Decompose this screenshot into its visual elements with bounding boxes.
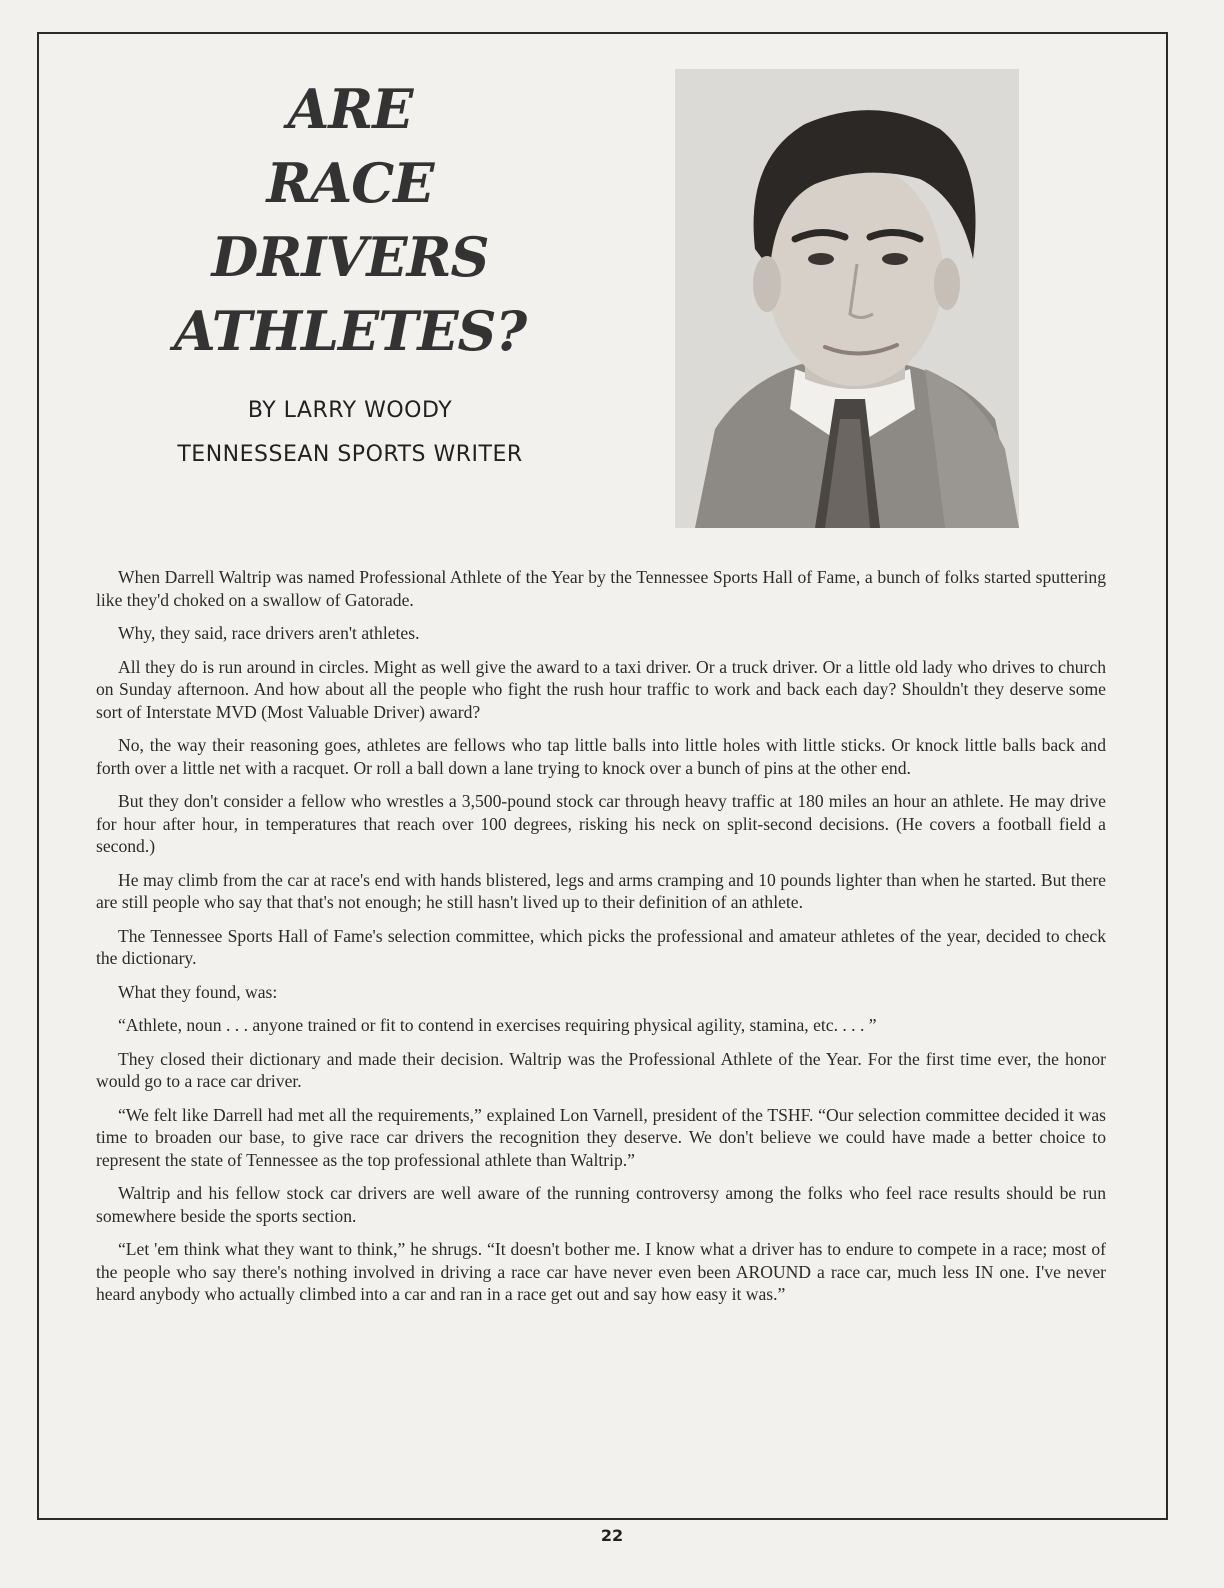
author-portrait-photo bbox=[675, 69, 1019, 528]
byline-author: BY LARRY WOODY bbox=[247, 398, 453, 423]
paragraph: They closed their dictionary and made their decision. Waltrip was the Professional Athlete of the Year. For the first time ever, the honor would go to a race car driver. bbox=[96, 1048, 1106, 1091]
paragraph: No, the way their reasoning goes, athletes are fellows who tap little balls into little holes with little sticks. Or knock little balls back and forth over a little net with a racquet. Or roll a ball down a lane trying to knock over a bunch of pins at the other end. bbox=[96, 735, 1106, 778]
article-body bbox=[96, 566, 1106, 1317]
paragraph: “Let 'em think what they want to think,” he shrugs. “It doesn't bother me. I know what a driver has to endure to compete in a race; most of the people who say there's nothing involved in driving a race car have never even been AROUND a race car, much less IN one. I've never heard anybody who actually climbed into a car and ran in a race get out and say how easy it was.” bbox=[96, 1239, 1106, 1304]
paragraph: But they don't consider a fellow who wrestles a 3,500-pound stock car through heavy traffic at 180 miles an hour an athlete. He may drive for hour after hour, in temperatures that reach over 100 degrees, risking his neck on split-second decisions. (He covers a football field a second.) bbox=[96, 791, 1106, 856]
paragraph: “We felt like Darrell had met all the requirements,” explained Lon Varnell, president of the TSHF. “Our selection committee decided it was time to broaden our base, to give race car drivers the recognition they deserve. We don't believe we could have made a better choice to represent the state of Tennessee as the top professional athlete than Waltrip.” bbox=[96, 1104, 1106, 1170]
page-number: 22 bbox=[600, 1526, 624, 1545]
paragraph: Waltrip and his fellow stock car drivers are well aware of the running controversy among the folks who feel race results should be run somewhere beside the sports section. bbox=[96, 1183, 1106, 1226]
article-title bbox=[120, 72, 580, 368]
title-line-1: ARE bbox=[287, 77, 413, 141]
title-line-3: DRIVERS bbox=[211, 225, 489, 289]
paragraph: The Tennessee Sports Hall of Fame's selection committee, which picks the professional and amateur athletes of the year, decided to check the dictionary. bbox=[96, 925, 1106, 968]
paragraph: “Athlete, noun . . . anyone trained or fit to contend in exercises requiring physical agility, stamina, etc. . . . ” bbox=[118, 1015, 877, 1035]
paragraph: Why, they said, race drivers aren't athletes. bbox=[118, 623, 420, 643]
byline-role: TENNESSEAN SPORTS WRITER bbox=[177, 442, 523, 467]
paragraph: All they do is run around in circles. Might as well give the award to a taxi driver. Or a truck driver. Or a little old lady who drives to church on Sunday afternoon. And how about all the people who fight the rush hour traffic to work and back each day? Shouldn't they deserve some sort of Interstate MVD (Most Valuable Driver) award? bbox=[96, 656, 1106, 722]
title-line-2: RACE bbox=[266, 151, 434, 215]
paragraph: What they found, was: bbox=[118, 981, 278, 1002]
paragraph: When Darrell Waltrip was named Professional Athlete of the Year by the Tennessee Sports Hall of Fame, a bunch of folks started sputtering like they'd choked on a swallow of Gatorade. bbox=[96, 567, 1106, 610]
title-line-4: ATHLETES? bbox=[173, 299, 527, 363]
paragraph: He may climb from the car at race's end with hands blistered, legs and arms cramping and 10 pounds lighter than when he started. But there are still people who say that that's not enough; he still hasn't lived up to their definition of an athlete. bbox=[96, 869, 1106, 912]
